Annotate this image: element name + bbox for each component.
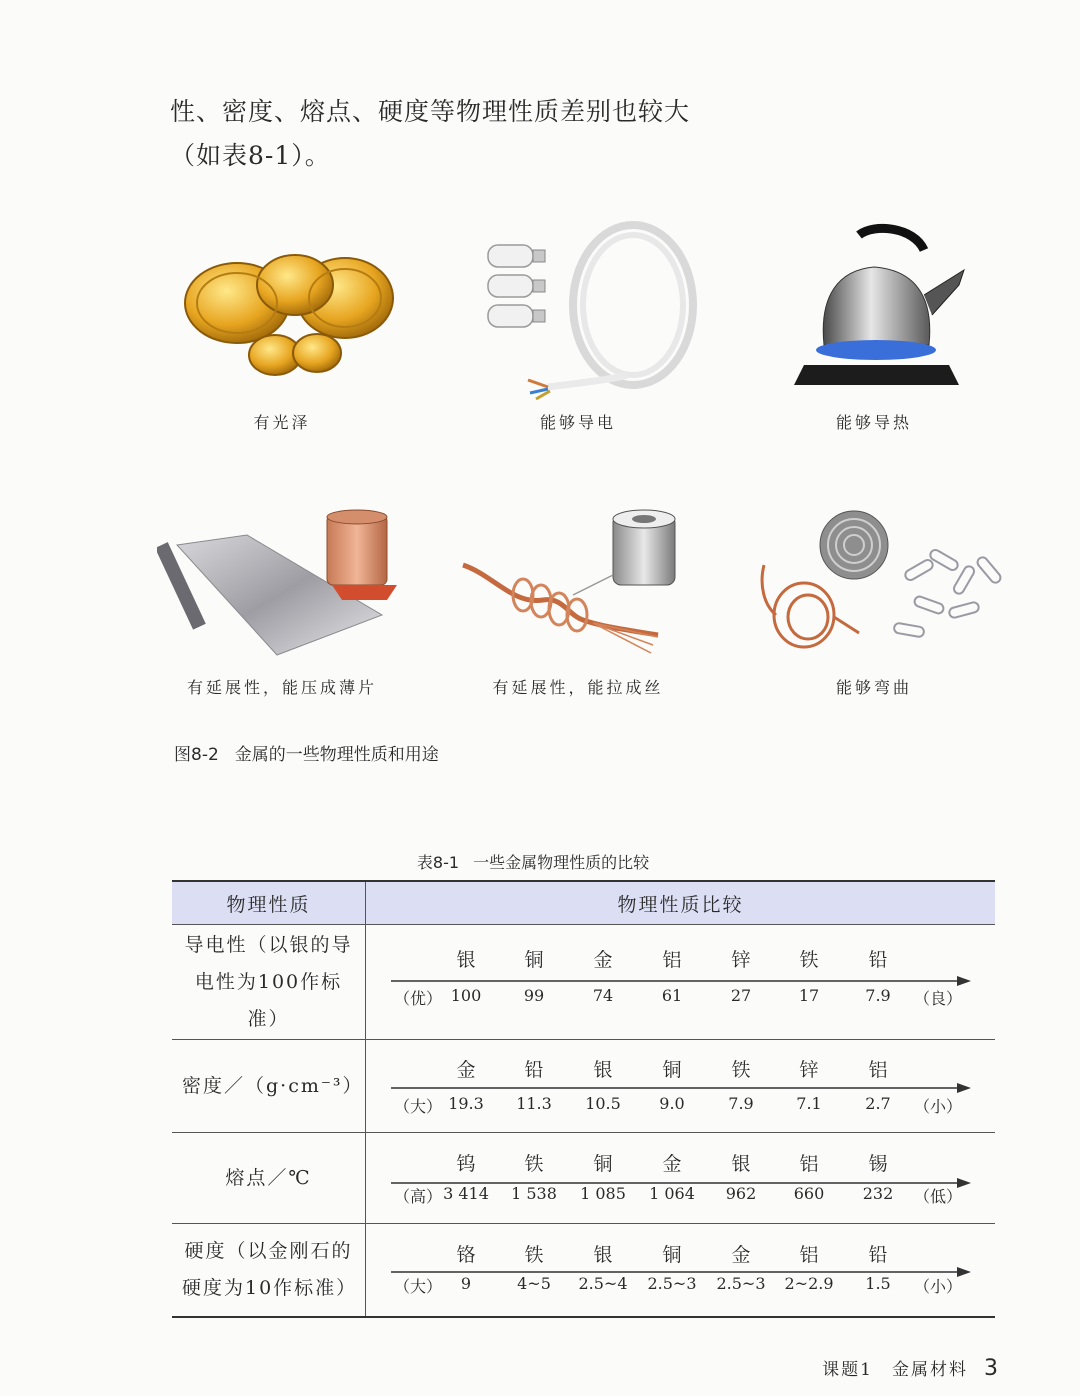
metal-value: 11.3 xyxy=(516,1094,552,1113)
table-row xyxy=(172,1040,995,1133)
table-row xyxy=(172,925,995,1040)
metal-name: 金 xyxy=(456,1059,476,1081)
metal-value: 9 xyxy=(460,1274,472,1293)
metal-name: 锌 xyxy=(731,949,751,971)
metal-name: 铁 xyxy=(524,1153,544,1175)
property-comparison xyxy=(366,925,995,1039)
table-title-text: 一些金属物理性质的比较 xyxy=(473,853,650,872)
metal-value: 100 xyxy=(450,986,482,1005)
property-name: 硬度（以金刚石的硬度为10作标准） xyxy=(172,1224,366,1316)
figure-caption: 能够弯曲 xyxy=(835,678,912,697)
scale-right-label: （低） xyxy=(914,1187,963,1206)
metal-name: 铜 xyxy=(524,949,544,971)
figure-caption: 有延展性，能压成薄片 xyxy=(186,678,377,697)
metal-name: 锡 xyxy=(868,1153,888,1175)
metal-name: 铝 xyxy=(662,949,682,971)
metal-value: 660 xyxy=(793,1184,825,1203)
metal-name: 铅 xyxy=(868,949,888,971)
properties-table xyxy=(172,880,995,1318)
metal-value: 10.5 xyxy=(585,1094,621,1113)
metal-name: 金 xyxy=(593,949,613,971)
metal-name: 铬 xyxy=(456,1244,476,1266)
property-comparison xyxy=(366,1040,995,1132)
figure-title xyxy=(174,740,455,765)
table-title xyxy=(0,850,1080,873)
figure-caption: 有延展性，能拉成丝 xyxy=(492,678,664,697)
metal-name: 铁 xyxy=(731,1059,751,1081)
metal-value: 2.7 xyxy=(865,1094,891,1113)
metal-name: 金 xyxy=(731,1244,751,1266)
property-name: 导电性（以银的导电性为100作标准） xyxy=(172,925,366,1039)
header-property: 物理性质 xyxy=(172,882,366,924)
figure-heat-conduction xyxy=(724,215,1024,433)
page-number: 3 xyxy=(984,1356,1000,1381)
metal-value: 7.9 xyxy=(865,986,891,1005)
scale-left-label: （优） xyxy=(394,989,443,1008)
metal-value: 232 xyxy=(862,1184,894,1203)
metal-value: 1 085 xyxy=(580,1184,626,1203)
scale-right-label: （良） xyxy=(914,989,963,1008)
metal-value: 4~5 xyxy=(517,1274,551,1293)
table-header xyxy=(172,882,995,925)
metal-name: 银 xyxy=(593,1059,613,1081)
figure-caption: 有光泽 xyxy=(253,413,311,432)
figure-number: 图8-2 xyxy=(174,745,219,765)
metal-name: 铅 xyxy=(524,1059,544,1081)
metal-value: 17 xyxy=(798,986,820,1005)
metal-value: 962 xyxy=(725,1184,757,1203)
page-footer xyxy=(822,1355,1000,1381)
figure-conductivity xyxy=(428,215,728,433)
figure-foil xyxy=(132,505,432,698)
comparison-arrow xyxy=(391,1082,971,1094)
metal-value: 1 538 xyxy=(511,1184,557,1203)
metal-name: 钨 xyxy=(456,1153,476,1175)
metal-name: 铁 xyxy=(524,1244,544,1266)
gold-coins-icon xyxy=(167,215,397,400)
metal-name: 铜 xyxy=(662,1244,682,1266)
metal-value: 1.5 xyxy=(865,1274,891,1293)
scale-left-label: （大） xyxy=(394,1097,443,1116)
metal-value: 2.5~3 xyxy=(647,1274,697,1293)
metal-value: 7.1 xyxy=(796,1094,822,1113)
metal-name: 铅 xyxy=(868,1244,888,1266)
table-row xyxy=(172,1133,995,1224)
scale-left-label: （大） xyxy=(394,1277,443,1296)
scale-right-label: （小） xyxy=(914,1097,963,1116)
property-name: 密度／（g·cm⁻³） xyxy=(172,1040,366,1132)
scale-left-label: （高） xyxy=(394,1187,443,1206)
kettle-icon xyxy=(764,215,984,400)
figure-wire-drawing xyxy=(428,505,728,698)
figure-luster xyxy=(132,215,432,433)
metal-value: 9.0 xyxy=(659,1094,685,1113)
copper-wire-icon xyxy=(453,505,703,665)
metal-name: 银 xyxy=(593,1244,613,1266)
figure-caption: 能够导电 xyxy=(539,413,616,432)
property-name: 熔点／℃ xyxy=(172,1133,366,1223)
metal-value: 3 414 xyxy=(443,1184,489,1203)
metal-name: 金 xyxy=(662,1153,682,1175)
figure-title-text: 金属的一些物理性质和用途 xyxy=(234,745,439,765)
metal-value: 2~2.9 xyxy=(784,1274,834,1293)
scale-right-label: （小） xyxy=(914,1277,963,1296)
metal-name: 铜 xyxy=(662,1059,682,1081)
metal-value: 19.3 xyxy=(448,1094,484,1113)
table-row xyxy=(172,1224,995,1316)
metal-value: 99 xyxy=(523,986,545,1005)
wire-and-bulbs-icon xyxy=(458,215,698,400)
figure-caption: 能够导热 xyxy=(835,413,912,432)
metal-foil-icon xyxy=(157,505,407,665)
metal-name: 铝 xyxy=(799,1153,819,1175)
metal-value: 2.5~3 xyxy=(716,1274,766,1293)
metal-value: 1 064 xyxy=(649,1184,695,1203)
figure-bending xyxy=(724,505,1024,698)
metal-name: 铜 xyxy=(593,1153,613,1175)
metal-name: 银 xyxy=(731,1153,751,1175)
metal-value: 7.9 xyxy=(728,1094,754,1113)
property-comparison xyxy=(366,1224,995,1316)
table-number: 表8-1 xyxy=(416,853,460,872)
property-comparison xyxy=(366,1133,995,1223)
metal-name: 锌 xyxy=(799,1059,819,1081)
metal-value: 74 xyxy=(592,986,614,1005)
metal-value: 61 xyxy=(661,986,683,1005)
metal-name: 铁 xyxy=(799,949,819,971)
intro-paragraph: 性、密度、熔点、硬度等物理性质差别也较大（如表8-1）。 xyxy=(170,97,691,170)
header-comparison: 物理性质比较 xyxy=(617,893,744,916)
metal-name: 铝 xyxy=(799,1244,819,1266)
section-title: 课题1 金属材料 xyxy=(822,1360,968,1380)
bent-wire-clips-icon xyxy=(734,505,1014,665)
metal-value: 27 xyxy=(730,986,752,1005)
metal-name: 铝 xyxy=(868,1059,888,1081)
metal-name: 银 xyxy=(456,949,476,971)
metal-value: 2.5~4 xyxy=(578,1274,628,1293)
